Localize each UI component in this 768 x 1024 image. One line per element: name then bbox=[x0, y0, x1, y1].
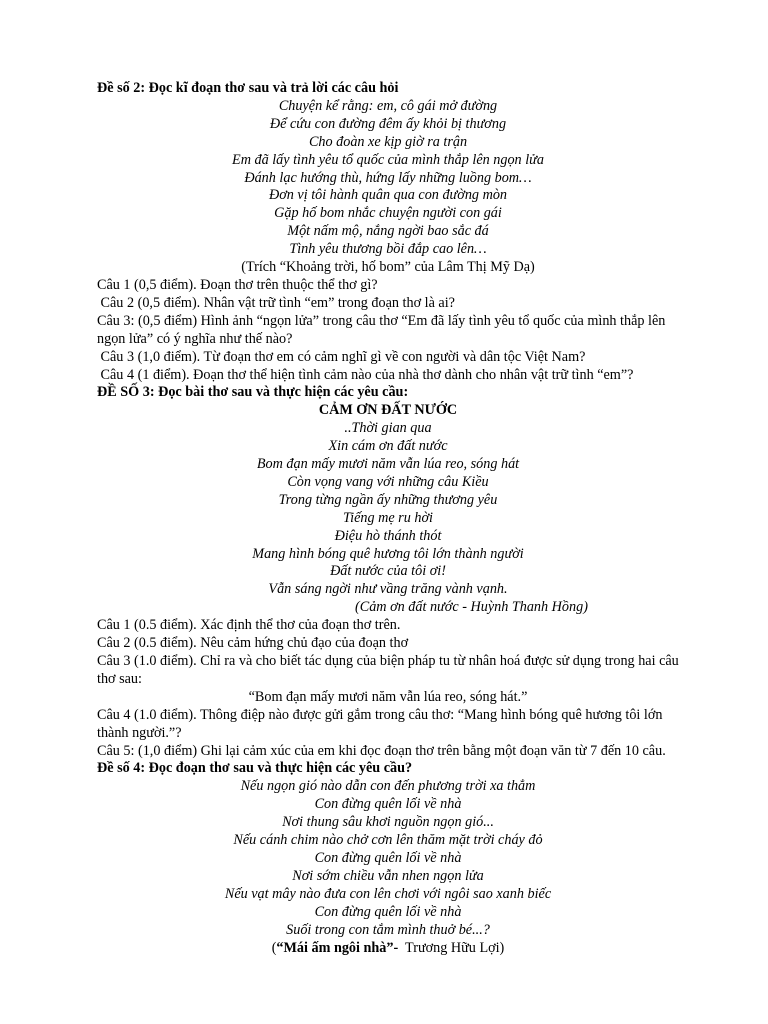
section2-question: Câu 3 (1,0 điểm). Từ đoạn thơ em có cảm nghĩ gì về con người và dân tộc Việt Nam? bbox=[97, 348, 586, 365]
poem-line: Con đừng quên lối về nhà bbox=[314, 903, 462, 920]
section2-question: Câu 2 (0,5 điểm). Nhân vật trữ tình “em” trong đoạn thơ là ai? bbox=[97, 294, 455, 311]
poem-line: Vẫn sáng ngời như vầng trăng vành vạnh. bbox=[268, 581, 508, 598]
poem-line: Bom đạn mấy mươi năm vẫn lúa reo, sóng hát bbox=[256, 456, 520, 473]
poem-line: Nơi sớm chiều vẫn nhen ngọn lửa bbox=[292, 867, 484, 884]
poem-line: ..Thời gian qua bbox=[344, 420, 432, 437]
poem-line: Em đã lấy tình yêu tổ quốc của mình thắp lên ngọn lửa bbox=[232, 151, 544, 168]
section3-question-3: Câu 3 (1.0 điểm). Chỉ ra và cho biết tác dụng của biện pháp tu từ nhân hoá được sử dụng trong hai câu thơ sau: bbox=[97, 653, 679, 687]
poem-line: Một nấm mộ, nắng ngời bao sắc đá bbox=[287, 223, 489, 240]
poem-line: Nơi thung sâu khơi nguồn ngọn gió... bbox=[282, 814, 494, 831]
poem-line: Cho đoàn xe kịp giờ ra trận bbox=[308, 133, 468, 150]
section3-heading: ĐỀ SỐ 3: Đọc bài thơ sau và thực hiện các yêu cầu: bbox=[97, 384, 409, 401]
poem-line: Suối trong con tắm mình thuở bé...? bbox=[286, 921, 490, 938]
poem-line: Đánh lạc hướng thù, hứng lấy những luồng bom… bbox=[244, 169, 532, 186]
poem-line: Tiếng mẹ ru hời bbox=[343, 509, 433, 526]
section4-heading: Đề số 4: Đọc đoạn thơ sau và thực hiện các yêu cầu? bbox=[97, 760, 413, 777]
poem-line: Đất nước của tôi ơi! bbox=[330, 563, 446, 580]
poem-line: Mang hình bóng quê hương tôi lớn thành người bbox=[252, 545, 524, 562]
section3-poem bbox=[97, 420, 679, 599]
poem-line: Con đừng quên lối về nhà bbox=[314, 849, 462, 866]
poem-line: Con đừng quên lối về nhà bbox=[314, 796, 462, 813]
section2-question: Câu 3: (0,5 điểm) Hình ảnh “ngọn lửa” trong câu thơ “Em đã lấy tình yêu tổ quốc của mình thắp lên ngọn lửa” có ý nghĩa như thế nào? bbox=[97, 312, 666, 347]
section3-poem-title: CẢM ƠN ĐẤT NƯỚC bbox=[318, 402, 458, 419]
poem-line: Nếu ngọn gió nào dẫn con đến phương trời xa thẳm bbox=[240, 778, 536, 795]
section2-poem bbox=[97, 98, 679, 259]
poem-line: Nếu cánh chim nào chở cơn lên thăm mặt trời cháy đỏ bbox=[233, 832, 543, 849]
document-content bbox=[97, 80, 679, 957]
section3-question-1: Câu 1 (0.5 điểm). Xác định thể thơ của đoạn thơ trên. bbox=[97, 617, 401, 634]
poem-line: Nếu vạt mây nào đưa con lên chơi với ngôi sao xanh biếc bbox=[224, 885, 552, 902]
poem-line: Còn vọng vang với những câu Kiều bbox=[287, 473, 489, 490]
section2-heading: Đề số 2: Đọc kĩ đoạn thơ sau và trả lời các câu hỏi bbox=[97, 80, 399, 96]
section3-question-2: Câu 2 (0.5 điểm). Nêu cảm hứng chủ đạo của đoạn thơ bbox=[97, 635, 409, 652]
poem-line: Gặp hố bom nhắc chuyện người con gái bbox=[274, 205, 502, 222]
poem-line: Xin cám ơn đất nước bbox=[328, 438, 448, 455]
source-author: Trương Hữu Lợi) bbox=[398, 939, 505, 956]
poem-line: Đơn vị tôi hành quân qua con đường mòn bbox=[268, 187, 508, 204]
poem-line: Tình yêu thương bồi đắp cao lên… bbox=[289, 241, 487, 258]
poem-line: Điệu hò thánh thót bbox=[334, 527, 442, 544]
section3-question-3-quote: “Bom đạn mấy mươi năm vẫn lúa reo, sóng hát.” bbox=[248, 688, 528, 705]
section2-source: (Trích “Khoảng trời, hố bom” của Lâm Thị Mỹ Dạ) bbox=[241, 259, 535, 276]
source-title: “Mái ấm ngôi nhà”- bbox=[276, 939, 399, 956]
section3-source: (Cảm ơn đất nước - Huỳnh Thanh Hồng) bbox=[355, 599, 588, 616]
poem-line: Trong từng ngần ấy những thương yêu bbox=[278, 491, 498, 508]
section3-question-4: Câu 4 (1.0 điểm). Thông điệp nào được gửi gắm trong câu thơ: “Mang hình bóng quê hương tôi lớn thành người.”? bbox=[97, 706, 663, 741]
poem-line: Để cứu con đường đêm ấy khỏi bị thương bbox=[269, 115, 507, 132]
section4-poem bbox=[97, 778, 679, 939]
section3-question-5: Câu 5: (1,0 điểm) Ghi lại cảm xúc của em khi đọc đoạn thơ trên bằng một đoạn văn từ 7 đến 10 câu. bbox=[97, 742, 666, 759]
section2-question: Câu 4 (1 điểm). Đoạn thơ thể hiện tình cảm nào của nhà thơ dành cho nhân vật trữ tình “em”? bbox=[97, 366, 634, 383]
section4-source bbox=[97, 940, 679, 958]
source-open-paren: ( bbox=[271, 939, 277, 956]
section2-question: Câu 1 (0,5 điểm). Đoạn thơ trên thuộc thể thơ gì? bbox=[97, 276, 378, 293]
poem-line: Chuyện kể rằng: em, cô gái mở đường bbox=[278, 97, 498, 114]
